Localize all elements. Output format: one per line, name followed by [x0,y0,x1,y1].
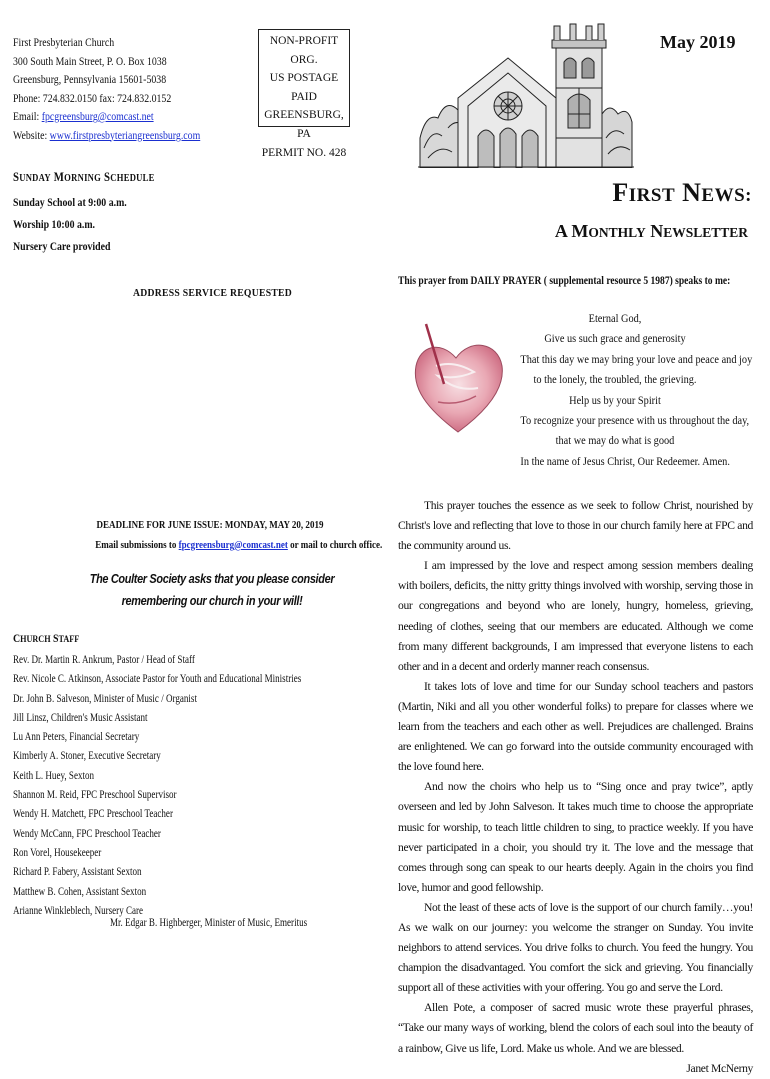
city-state-zip: Greensburg, Pennsylvania 15601-5038 [13,72,167,86]
postage-line: GREENSBURG, PA [264,109,344,140]
staff-member: Matthew B. Cohen, Assistant Sexton [13,884,147,898]
staff-member: Wendy H. Matchett, FPC Preschool Teacher [13,807,173,821]
website-label: Website: [13,127,50,142]
email-label: Email: [13,109,42,123]
schedule-heading-part: CHEDULE [110,173,155,184]
website-link[interactable]: www.firstpresbyteriangreensburg.com [49,127,201,142]
staff-member: Rev. Dr. Martin R. Ankrum, Pastor / Head of Staff [13,653,195,666]
coulter-line: The Coulter Society asks that you please consider [89,571,335,586]
staff-emeritus: Mr. Edgar B. Highberger, Minister of Music, Emeritus [110,916,308,929]
return-address [13,33,200,144]
staff-member: Rev. Nicole C. Atkinson, Associate Pastor for Youth and Educational Ministries [13,672,302,686]
subtitle-initial: N [650,221,664,241]
street-address: 300 South Main Street, P. O. Box 1038 [13,53,167,68]
article-paragraph: It takes lots of love and time for our Sunday school teachers and pastors (Martin, Niki and all you other wonderful folks) to prepare for classes where we learn from the teachers and each other as well. Prejudices are challenged. Brains are enlightened. We can go forward into the outside community encouraged with the love found here. [398,679,753,774]
schedule-item: Worship 10:00 a.m. [13,217,96,231]
church-name: First Presbyterian Church [13,35,115,49]
phone-fax: Phone: 724.832.0150 fax: 724.832.0152 [13,90,172,105]
schedule-item: Sunday School at 9:00 a.m. [13,195,127,209]
postage-line: US POSTAGE [269,72,339,85]
email-link[interactable]: fpcgreensburg@comcast.net [41,109,154,123]
title-part: EWS: [701,185,752,206]
prayer-line: To recognize your presence with us throughout the day, [520,413,750,428]
subtitle-initial: A [554,221,567,241]
prayer-line: That this day we may bring your love and peace and joy [520,351,753,366]
schedule-heading-initial: S [13,170,20,184]
article-body [398,496,753,1079]
schedule-list [13,191,127,257]
schedule-heading-part: ORNING [64,173,102,184]
article-signature: Janet McNerny [686,1061,753,1075]
staff-list [13,650,301,920]
prayer-line: that we may do what is good [555,433,675,448]
article-paragraph-last [398,998,753,1075]
coulter-society-notice [86,568,338,612]
title-initial: F [612,178,629,207]
staff-member: Wendy McCann, FPC Preschool Teacher [13,826,161,840]
staff-member: Jill Linsz, Children's Music Assistant [13,710,148,724]
title-part: IRST [628,185,676,206]
staff-heading-part: HURCH [20,635,51,645]
staff-heading-part: TAFF [58,635,80,645]
email-line [13,107,200,126]
submission-prefix: Email submissions to [95,539,179,551]
subtitle-part: ONTHLY [588,225,646,240]
prayer-text [520,308,753,471]
subtitle-part: EWSLETTER [663,225,748,240]
staff-member: Lu Ann Peters, Financial Secretary [13,730,140,744]
submission-suffix: or mail to church office. [287,539,383,551]
staff-heading-initial: C [13,633,21,645]
article-paragraph: And now the choirs who help us to “Sing once and pray twice”, aptly overseen and led by John Salveson. It takes much time to choose the appropriate music for worship, to teach little children to sing, to practice weekly. If you have never participated in a choir, you should try it. The love and the message that comes through song can speak to our hearts deeply. Again in the choirs you find love, humor and good fellowship. [398,780,753,894]
article-paragraph: This prayer touches the essence as we seek to follow Christ, nourished by Christ's love and reflecting that love to those in our church family here at FPC and the community around us. [398,499,753,553]
heart-illustration [408,322,508,444]
schedule-heading-part: UNDAY [19,173,51,184]
staff-member: Ron Vorel, Housekeeper [13,845,102,859]
postage-line: NON-PROFIT ORG. [269,35,339,66]
article-paragraph: Not the least of these acts of love is the support of our church family…you! As we walk on our journey: you welcome the stranger on Sunday. You invite neighbors to attend services. You drive folks to church. You feed the hungry. You champion the disadvantaged. You comfort the sick and grieving. You financially support all of these activities with your offering. You go and serve the Lord. [398,900,753,995]
prayer-line: Give us such grace and generosity [544,331,686,346]
prayer-line: In the name of Jesus Christ, Our Redeemer. Amen. [520,453,730,468]
issue-date: May 2019 [660,32,736,52]
schedule-item: Nursery Care provided [13,239,111,253]
church-building-illustration [418,18,634,168]
schedule-heading-initial: M [53,170,65,184]
subtitle-initial: M [571,221,589,241]
title-initial: N [682,178,702,207]
staff-member: Keith L. Huey, Sexton [13,768,95,782]
website-line [13,126,200,145]
deadline-line: DEADLINE FOR JUNE ISSUE: MONDAY, MAY 20, 2019 [96,519,324,531]
church-staff-heading [13,633,79,645]
newsletter-subtitle [555,221,748,242]
address-service-requested: ADDRESS SERVICE REQUESTED [133,287,293,299]
staff-member: Kimberly A. Stoner, Executive Secretary [13,749,161,763]
staff-member: Dr. John B. Salveson, Minister of Music / Organist [13,691,197,705]
staff-member: Shannon M. Reid, FPC Preschool Supervisor [13,788,177,802]
postage-indicia [258,29,350,159]
article-paragraph-text: Allen Pote, a composer of sacred music wrote these prayerful phrases, “Take our many ways of working, blend the colors of each soul into the beauty of a rainbow, Give us life, Lord. Make us whole. And we are blessed. [398,1001,753,1055]
deadline-notice [95,515,383,555]
article-paragraph: I am impressed by the love and respect among session members dealing with boilers, deficits, the nitty gritty things involved with worship, serving those in our congregations and beyond who are lonely, hungry, homeless, grieving, needing of clothes, seeing that our members are educated. Although we come from many different backgrounds, I am impressed that everyone listens to each other and in a decent and orderly manner reach consensus. [398,559,753,673]
prayer-line: Help us by your Spirit [569,392,661,407]
schedule-heading [13,170,155,185]
staff-member: Arianne Winkleblech, Nursery Care [13,903,144,917]
postage-line: PERMIT NO. 428 [261,146,347,159]
staff-member: Richard P. Fabery, Assistant Sexton [13,865,142,879]
prayer-line: to the lonely, the troubled, the grieving. [533,372,697,387]
prayer-intro: This prayer from DAILY PRAYER ( supplemental resource 5 1987) speaks to me: [398,275,731,287]
prayer-line: Eternal God, [588,311,642,325]
coulter-line: remembering our church in your will! [121,593,303,608]
schedule-heading-initial: S [104,170,111,184]
staff-heading-initial: S [53,633,59,645]
postage-line: PAID [291,90,317,103]
submission-line [95,535,383,555]
newsletter-title [612,178,752,208]
submission-email-link[interactable]: fpcgreensburg@comcast.net [178,539,288,551]
